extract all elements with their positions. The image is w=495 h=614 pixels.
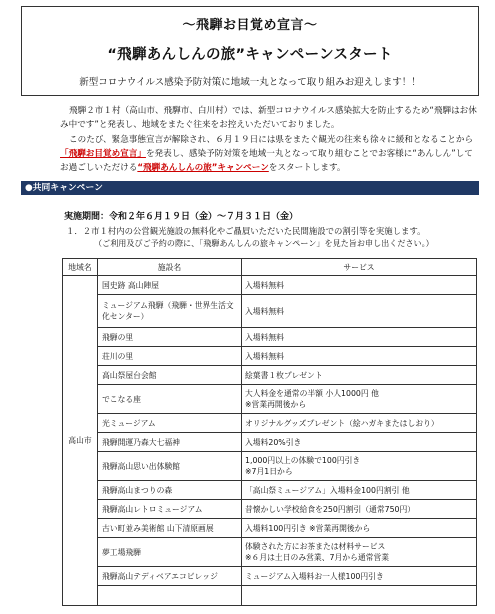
header-service: サービス [242,259,477,276]
intro-p2-part-b: を発表し、感染予防対策を地域一丸となって取り組むことでお客様に“あんしん”してお過ごしいただける [60,149,473,173]
service-line: 入場料20%引き [245,437,302,447]
service-cell [242,519,477,538]
table-row [63,366,477,385]
service-line: 入場料無料 [245,280,284,290]
service-line: 入場料100円引き ※営業再開後から [245,523,371,533]
header-subtitle: ～飛騨お目覚め宣言～ [182,18,318,33]
region-cell: 高山市 [63,276,98,606]
header-title: “飛騨あんしんの旅”キャンペーンスタート [107,47,393,63]
service-cell [242,567,477,586]
service-line: 大人料金を通常の半額 小人1000円 他 [245,389,379,398]
service-cell [242,538,477,567]
facility-cell: 高山祭屋台会館 [98,366,242,385]
table-row [63,385,477,414]
facility-cell: 飛騨高山まつりの森 [98,481,242,500]
service-cell [242,276,477,295]
facility-cell: 飛騨高山テディベアエコビレッジ [98,567,242,586]
facility-cell: 飛騨の里 [98,328,242,347]
table-row [63,452,477,481]
intro-text [60,104,480,175]
intro-paragraph-1: 飛騨２市１村（高山市、飛騨市、白川村）では、新型コロナウイルス感染拡大を防止するため“飛騨はお休み中です”と発表し、地域をまたぐ往来をお控えいただいておりました。 [60,106,477,130]
intro-p2-part-c: をスタートします。 [268,163,346,173]
facility-cell: ミュージアム飛騨（飛騨・世界生活文化センター） [98,295,242,328]
facility-cell: 飛騨高山レトロミュージアム [98,500,242,519]
service-cell [242,500,477,519]
table-row [63,347,477,366]
facility-cell: 国史跡 高山陣屋 [98,276,242,295]
service-cell [242,328,477,347]
service-cell [242,481,477,500]
service-line: 体験された方にお茶または材料サービス [245,542,386,551]
service-line: 「高山祭ミュージアム」入場料金100円割引 他 [245,485,410,495]
table-row [63,519,477,538]
service-line: 昔懐かしい学校給食を250円割引（通常750円） [245,504,416,514]
service-line: 1,000円以上の体験で100円引き [245,456,361,465]
section-heading-bar: ●共同キャンペーン [21,181,479,195]
header-box [21,6,479,96]
header-region: 地域名 [63,259,98,276]
facility-cell: でこなる座 [98,385,242,414]
service-line: 入場料無料 [245,351,284,361]
facility-cell: 飛騨開運乃森大七福神 [98,433,242,452]
service-cell [242,452,477,481]
table-row [63,500,477,519]
header-tagline: 新型コロナウイルス感染予防対策に地域一丸となって取り組みお迎えします！！ [79,77,421,88]
service-line: 入場料無料 [245,306,284,316]
facility-cell: 飛騨高山思い出体験館 [98,452,242,481]
facility-cell: 荘川の里 [98,347,242,366]
table-row [63,481,477,500]
service-cell [242,347,477,366]
table-row [63,328,477,347]
intro-p2-part-a: このたび、緊急事態宣言が解除され、６月１９日には県をまたぐ観光の往来も徐々に緩和となることから [69,135,474,145]
service-note: ※６月は土日のみ営業、7月から通常営業 [245,553,390,562]
campaign-note: １．２市１村内の公営観光施設の無料化やご贔屓いただいた民間施設での割引等を実施します。 [66,226,426,236]
facility-cell: 古い町並み美術館 山下清原画展 [98,519,242,538]
table-row [63,538,477,567]
services-table [62,258,477,606]
highlight-awakening-declaration: 「飛騨お目覚め宣言」 [60,149,146,159]
service-cell [242,295,477,328]
service-cell [242,366,477,385]
table-row [63,433,477,452]
table-header-row [63,259,477,276]
table-row-continued [63,586,477,606]
table-row [63,567,477,586]
intro-paragraph-2 [60,133,480,175]
service-cell [242,385,477,414]
facility-cell: 夢工場飛騨 [98,538,242,567]
service-line: オリジナルグッズプレゼント（絵ハガキまたはしおり） [245,418,439,428]
service-cell [242,414,477,433]
campaign-period: 実施期間：令和２年６月１９日（金）～７月３１日（金） [64,212,299,222]
highlight-campaign-name: “飛騨あんしんの旅”キャンペーン [137,163,269,173]
service-line: 絵葉書１枚プレゼント [245,370,323,380]
service-note: ※7月1日から [245,467,293,476]
service-note: ※営業再開後から [245,400,307,409]
service-line: 入場料無料 [245,332,284,342]
table-row [63,276,477,295]
header-facility: 施設名 [98,259,242,276]
service-line: ミュージアム入場料お一人様100円引き [245,571,384,581]
facility-cell: 光ミュージアム [98,414,242,433]
table-row [63,295,477,328]
facility-cell-empty [98,586,242,606]
service-cell-empty [242,586,477,606]
table-row [63,414,477,433]
campaign-note-sub: （ご利用及びご予約の際に、「飛騨あんしんの旅キャンペーン」を見た旨お申し出ください。） [94,238,434,248]
service-cell [242,433,477,452]
